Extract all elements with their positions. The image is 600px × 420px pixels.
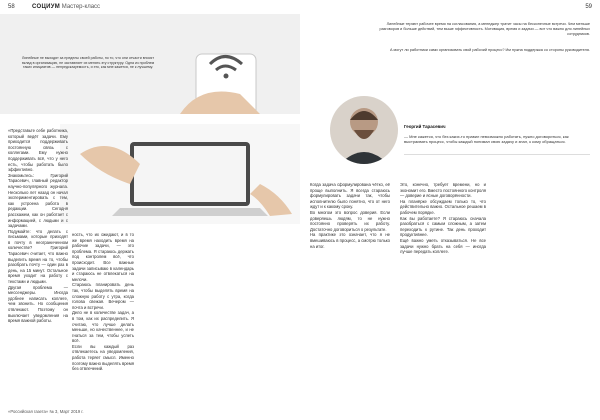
avatar [330, 96, 398, 164]
left-note: Линейные не выходят за пределы своей работы, но то, что они отчасти вносят вклад в организацию, не заставляет их менять эту структуру. Одна из проблем таких инициатив — непредсказуемость, и это, как мне кажется, не к лучшему. [21, 56, 155, 70]
article-column-3: Когда задача сформулирована чётко, её проще выполнить. Я всегда стараюсь формулировать задачи так, чтобы исполнителю было понятно, что от него ждут и к какому сроку. Во многом это вопрос доверия. Если доверяешь людям, то не нужно постоянно проверять их работу. Достаточно договориться о результате. На практике это означает, что я не вмешиваюсь в процесс, а смотрю только на итог. [310, 182, 390, 249]
avatar-icon [330, 96, 398, 164]
right-page [300, 0, 600, 420]
top-quote: Линейные теряют рабочее время на согласования, а менеджер тратит часы на бесконечные встречи. Чем меньше разговоров и больше действий, тем выше эффективность. Мотивация, время и задачи — вот что важно для линейных сотрудников. [379, 22, 590, 36]
section-title: СОЦИУМ [32, 4, 61, 10]
page-number-left: 58 [8, 4, 15, 10]
section-subtitle: Мастер-класс [61, 4, 101, 10]
article-column-4: Это, конечно, требует времени, но и экономит его. Вместо постоянного контроля — доверие и ясные договорённости. На планёрке обсуждаем только то, что действительно важно. Остальное решаем в рабочем порядке. Как вы работаете? Я стараюсь сначала разобраться с самым сложным, а затем переходить к рутине. Так день проходит продуктивнее. Ещё важно уметь отказываться. Не все задачи нужно брать на себя — иногда лучше передать коллеге. [400, 182, 486, 255]
top-quote-2: А могут ли работники сами организовать свой рабочий процесс? Им нужна поддержка со стороны руководителя. [389, 48, 590, 52]
article-column-2: ность, что их ожидают, и в то же время находить время на рабочие задачи, — это проблема. Я стараюсь держать под контролем всё, что происходит. Все важные задачи записываю в календарь и стараюсь не отвлекаться на мелочи. Стараюсь планировать день так, чтобы выделять время на сложную работу с утра, когда голова свежая. Вечером — почта и встречи. Дело не в количестве задач, а в том, как их распределить. Я считаю, что лучше делать меньше, но качественнее, и не гнаться за тем, чтобы успеть всё. Если вы каждый раз отвлекаетесь на уведомления, работа теряет смысл. Именно поэтому важно выделять время без отвлечений. [72, 232, 134, 372]
section-header [32, 4, 100, 10]
speaker-quote: — Мне кажется, что без каких-то правил невозможно работать, нужно договориться, как выстраивать процесс, чтобы каждый понимал свою задачу и знал, к кому обращаться. [404, 134, 569, 144]
speaker-name: Георгий Тарасевич [404, 124, 446, 129]
footer-left: «Российская газета» № 3, Март 2019 г. [8, 409, 84, 414]
page-number-right: 59 [585, 4, 592, 10]
article-column-1: «Представьте себе работника, который ведёт задачи. Ему приходится поддерживать постоянную связь с коллегами. Ему нужно поддерживать всё, что у него есть, чтобы работать было эффективно. Знакомьтесь: Григорий Тарасевич, главный редактор научно-популярного журнала. Несколько лет назад он начал экспериментировать с тем, как устроена работа в редакции. Сегодня расскажем, как он работает с информацией, с людьми и с задачами. Подумайте: что делать с письмами, которые приходят в почту в неограниченном количестве? Григорий Тарасевич считает, что важно выделить время на то, чтобы разобрать почту — один раз в день, на 15 минут. Остальное время уходит на работу с текстами и людьми. Другая проблема — мессенджеры. Иногда удобнее написать коллеге, чем звонить. Но сообщения отвлекают. Поэтому он выключает уведомления на время важной работы. [8, 128, 68, 324]
laptop-photo [60, 124, 300, 224]
divider [404, 154, 590, 155]
